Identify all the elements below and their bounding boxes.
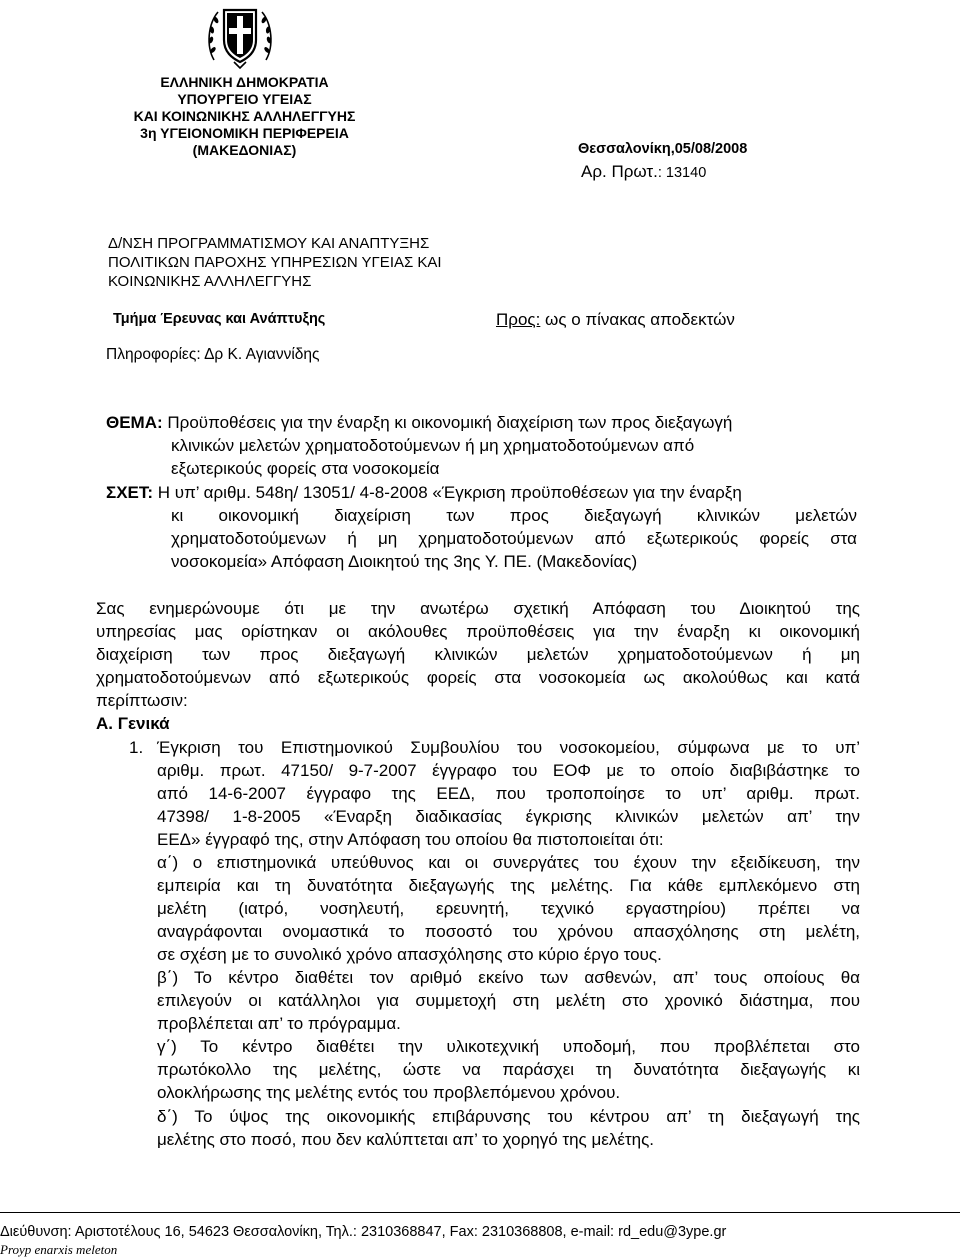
intro-line: Σας ενημερώνουμε ότι με την ανωτέρω σχετική Απόφαση του Διοικητού της [96, 599, 860, 618]
footer-address: Διεύθυνση: Αριστοτέλους 16, 54623 Θεσσαλονίκη, Τηλ.: 2310368847, Fax: 2310368808, e-mail: rd_edu@3ype.gr [0, 1224, 727, 1240]
footer-divider [0, 1212, 960, 1213]
intro-line: υπηρεσίας μας ορίστηκαν οι ακόλουθες προϋποθέσεις για την έναρξη κι οικονομική [96, 622, 860, 641]
protocol-number [581, 162, 706, 182]
item-line: γ΄) Το κέντρο διαθέτει την υλικοτεχνική υποδομή, που προβλέπεται στο [157, 1037, 860, 1056]
directorate-line: ΚΟΙΝΩΝΙΚΗΣ ΑΛΛΗΛΕΓΓΥΗΣ [108, 273, 312, 290]
subject-label: ΘΕΜΑ: [106, 413, 163, 432]
directorate-line: Δ/ΝΣΗ ΠΡΟΓΡΑΜΜΑΤΙΣΜΟΥ ΚΑΙ ΑΝΑΠΤΥΞΗΣ [108, 235, 430, 252]
contact-info: Πληροφορίες: Δρ Κ. Αγιαννίδης [106, 346, 320, 363]
reference-line-1: ΣΧΕΤ: Η υπ’ αριθμ. 548η/ 13051/ 4-8-2008 «Έγκριση προϋποθέσεων για την έναρξη [106, 483, 742, 502]
issuer-line: (ΜΑΚΕΔΟΝΙΑΣ) [192, 142, 297, 158]
recipients-label: Προς: [496, 310, 541, 329]
recipients-value: ως ο πίνακας αποδεκτών [540, 310, 735, 329]
greek-coat-of-arms-emblem [204, 2, 276, 70]
issuer-block [118, 74, 371, 159]
item-line: αναγράφονται ονομαστικά το ποσοστό του χρόνου απασχόλησης στη μελέτη, [157, 922, 860, 941]
item-line: επιλεγούν οι κατάλληλοι για συμμετοχή στη μελέτη στο χρονικό διάστημα, που [157, 991, 860, 1010]
section-heading: Α. Γενικά [96, 714, 170, 733]
reference-line-3: χρηματοδοτούμενων ή μη χρηματοδοτούμενων από εξωτερικούς φορείς στα [171, 529, 857, 548]
issuer-line: 3η ΥΓΕΙΟΝΟΜΙΚΗ ΠΕΡΙΦΕΡΕΙΑ [140, 125, 349, 141]
item-line: α΄) ο επιστημονικά υπεύθυνος και οι συνεργάτες του έχουν την εξειδίκευση, την [157, 853, 860, 872]
reference-label: ΣΧΕΤ: [106, 483, 154, 502]
issuer-line: ΕΛΛΗΝΙΚΗ ΔΗΜΟΚΡΑΤΙΑ [160, 74, 329, 90]
directorate-line: ΠΟΛΙΤΙΚΩΝ ΠΑΡΟΧΗΣ ΥΠΗΡΕΣΙΩΝ ΥΓΕΙΑΣ ΚΑΙ [108, 254, 442, 271]
item-line: ολοκλήρωσης της μελέτης εντός του προβλεπόμενου χρόνου. [157, 1083, 621, 1102]
item-line: β΄) Το κέντρο διαθέτει τον αριθμό εκείνο των ασθενών, απ’ τους οποίους θα [157, 968, 860, 987]
subject-line-2: κλινικών μελετών χρηματοδοτούμενων ή μη χρηματοδοτούμενων από [171, 436, 695, 455]
subject-line-3: εξωτερικούς φορείς στα νοσοκομεία [171, 459, 440, 478]
reference-line-2: κι οικονομική διαχείριση των προς διεξαγωγή κλινικών μελετών [171, 506, 857, 525]
intro-line: περίπτωσιν: [96, 691, 188, 710]
subject-line-1: ΘΕΜΑ: Προϋποθέσεις για την έναρξη κι οικονομική διαχείριση των προς διεξαγωγή [106, 413, 733, 432]
reference-line-4: νοσοκομεία» Απόφαση Διοικητού της 3ης Υ. ΠΕ. (Μακεδονίας) [171, 552, 638, 571]
footer-file-name: Proyp enarxis meleton [0, 1242, 118, 1257]
item-line: από 14-6-2007 έγγραφο της ΕΕΔ, που τροποποίησε το υπ’ αριθμ. πρωτ. [157, 784, 860, 803]
intro-line: χρηματοδοτούμενων από εξωτερικούς φορείς στα νοσοκομεία ως ακολούθως και κατά [96, 668, 860, 687]
item-number: 1. [129, 738, 144, 757]
item-line: Έγκριση του Επιστημονικού Συμβουλίου του νοσοκομείου, σύμφωνα με το υπ’ [157, 738, 860, 757]
item-line: 47398/ 1-8-2005 «Έναρξη διαδικασίας έγκρισης κλινικών μελετών απ’ την [157, 807, 860, 826]
protocol-value: : 13140 [657, 165, 707, 181]
recipients [496, 310, 735, 330]
item-line: εμπειρία και τη δυνατότητα διεξαγωγής της μελέτης. Για κάθε εμπλεκόμενο στη [157, 876, 860, 895]
item-line: αριθμ. πρωτ. 47150/ 9-7-2007 έγγραφο του ΕΟΦ με το οποίο διαβιβάστηκε το [157, 761, 860, 780]
place-date: Θεσσαλονίκη,05/08/2008 [578, 141, 748, 157]
item-line: προβλέπεται απ’ το πρόγραμμα. [157, 1014, 401, 1033]
issuer-line: ΚΑΙ ΚΟΙΝΩΝΙΚΗΣ ΑΛΛΗΛΕΓΓΥΗΣ [133, 108, 356, 124]
directorate-block [108, 234, 442, 291]
issuer-line: ΥΠΟΥΡΓΕΙΟ ΥΓΕΙΑΣ [177, 91, 312, 107]
intro-line: διαχείριση των προς διεξαγωγή κλινικών μελετών χρηματοδοτούμενων ή μη [96, 645, 860, 664]
department: Τμήμα Έρευνας και Ανάπτυξης [113, 311, 326, 327]
protocol-label: Αρ. Πρωτ. [581, 162, 658, 181]
item-line: μελέτη (ιατρό, νοσηλευτή, ερευνητή, τεχνικό εργαστηρίου) πρέπει να [157, 899, 860, 918]
item-line: ΕΕΔ» έγγραφό της, στην Απόφαση του οποίου θα πιστοποιείται ότι: [157, 830, 664, 849]
item-line: δ΄) Το ύψος της οικονομικής επιβάρυνσης του κέντρου απ’ τη διεξαγωγή της [157, 1107, 860, 1126]
item-line: πρωτόκολλο της μελέτης, ώστε να παράσχει τη δυνατότητα διεξαγωγής κι [157, 1060, 860, 1079]
item-line: μελέτης στο ποσό, που δεν καλύπτεται απ’ το χορηγό της μελέτης. [157, 1130, 655, 1149]
item-line: σε σχέση με το συνολικό χρόνο απασχόλησης στο κύριο έργο τους. [157, 945, 662, 964]
